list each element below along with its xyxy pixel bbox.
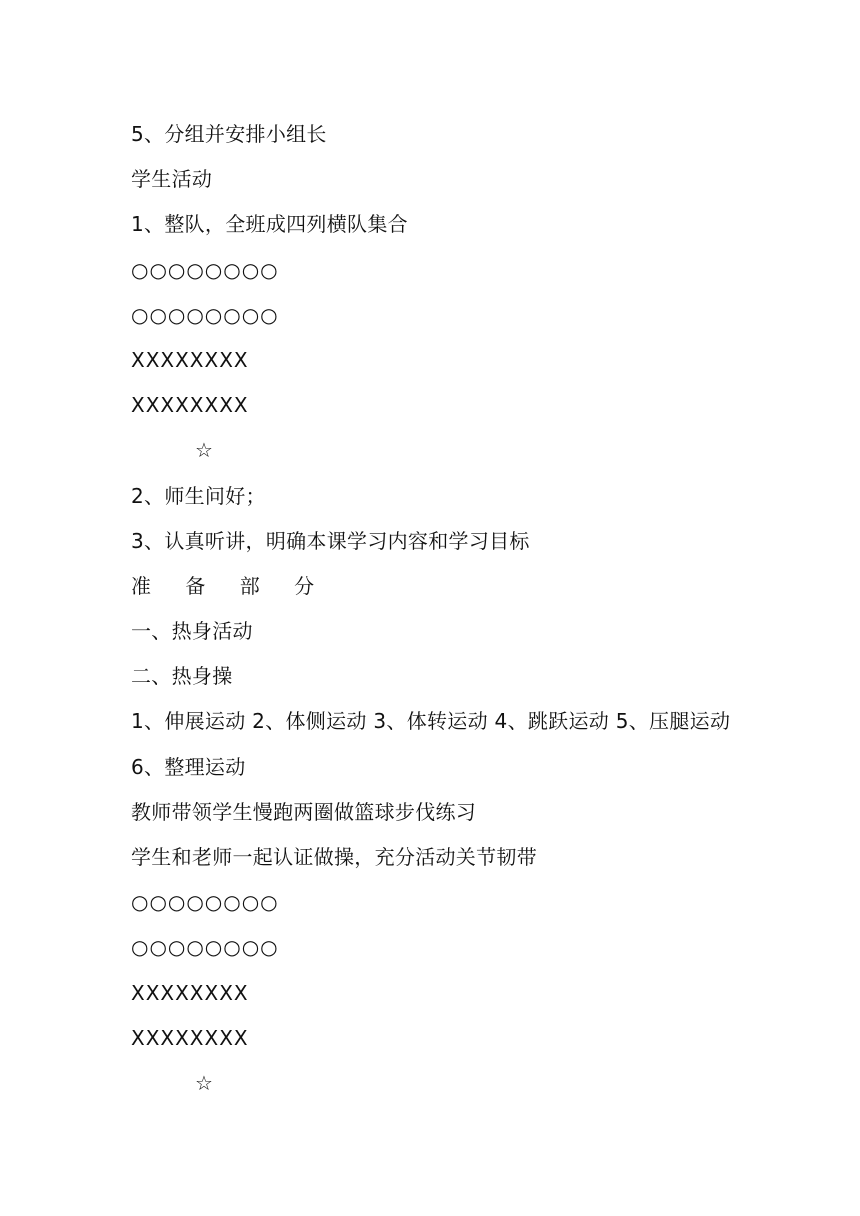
text-line-step2: 2、师生问好； — [131, 483, 266, 508]
text-line-step5: 5、分组并安排小组长 — [131, 122, 327, 146]
text-line-teacher-lead: 教师带领学生慢跑两圈做篮球步伐练习 — [131, 799, 477, 824]
text-line-student-exercise: 学生和老师一起认证做操，充分活动关节韧带 — [131, 845, 537, 870]
section-heading-preparation: 准 备 部 分 — [131, 573, 329, 598]
document-body — [131, 112, 741, 1106]
section-heading-student-activity: 学生活动 — [131, 167, 213, 192]
formation-row-circles: ○○○○○○○○ — [131, 935, 279, 960]
text-line-step1: 1、整队，全班成四列横队集合 — [131, 212, 408, 237]
formation-row-crosses: XXXXXXXX — [131, 980, 249, 1005]
text-line-step3: 3、认真听讲，明确本课学习内容和学习目标 — [131, 528, 530, 553]
text-line-warmup-exercise: 二、热身操 — [131, 664, 233, 689]
formation-row-circles: ○○○○○○○○ — [131, 890, 279, 915]
formation-row-circles: ○○○○○○○○ — [131, 257, 279, 282]
teacher-star-icon: ☆ — [195, 1070, 214, 1095]
formation-row-crosses: XXXXXXXX — [131, 1025, 249, 1050]
text-line-exercise-list: 1、伸展运动 2、体侧运动 3、体转运动 4、跳跃运动 5、压腿运动 6、整理运动 — [131, 709, 731, 779]
formation-row-crosses: XXXXXXXX — [131, 393, 249, 418]
teacher-star-icon: ☆ — [195, 438, 214, 463]
formation-row-circles: ○○○○○○○○ — [131, 302, 279, 327]
formation-row-crosses: XXXXXXXX — [131, 347, 249, 372]
text-line-warmup-activity: 一、热身活动 — [131, 619, 253, 644]
